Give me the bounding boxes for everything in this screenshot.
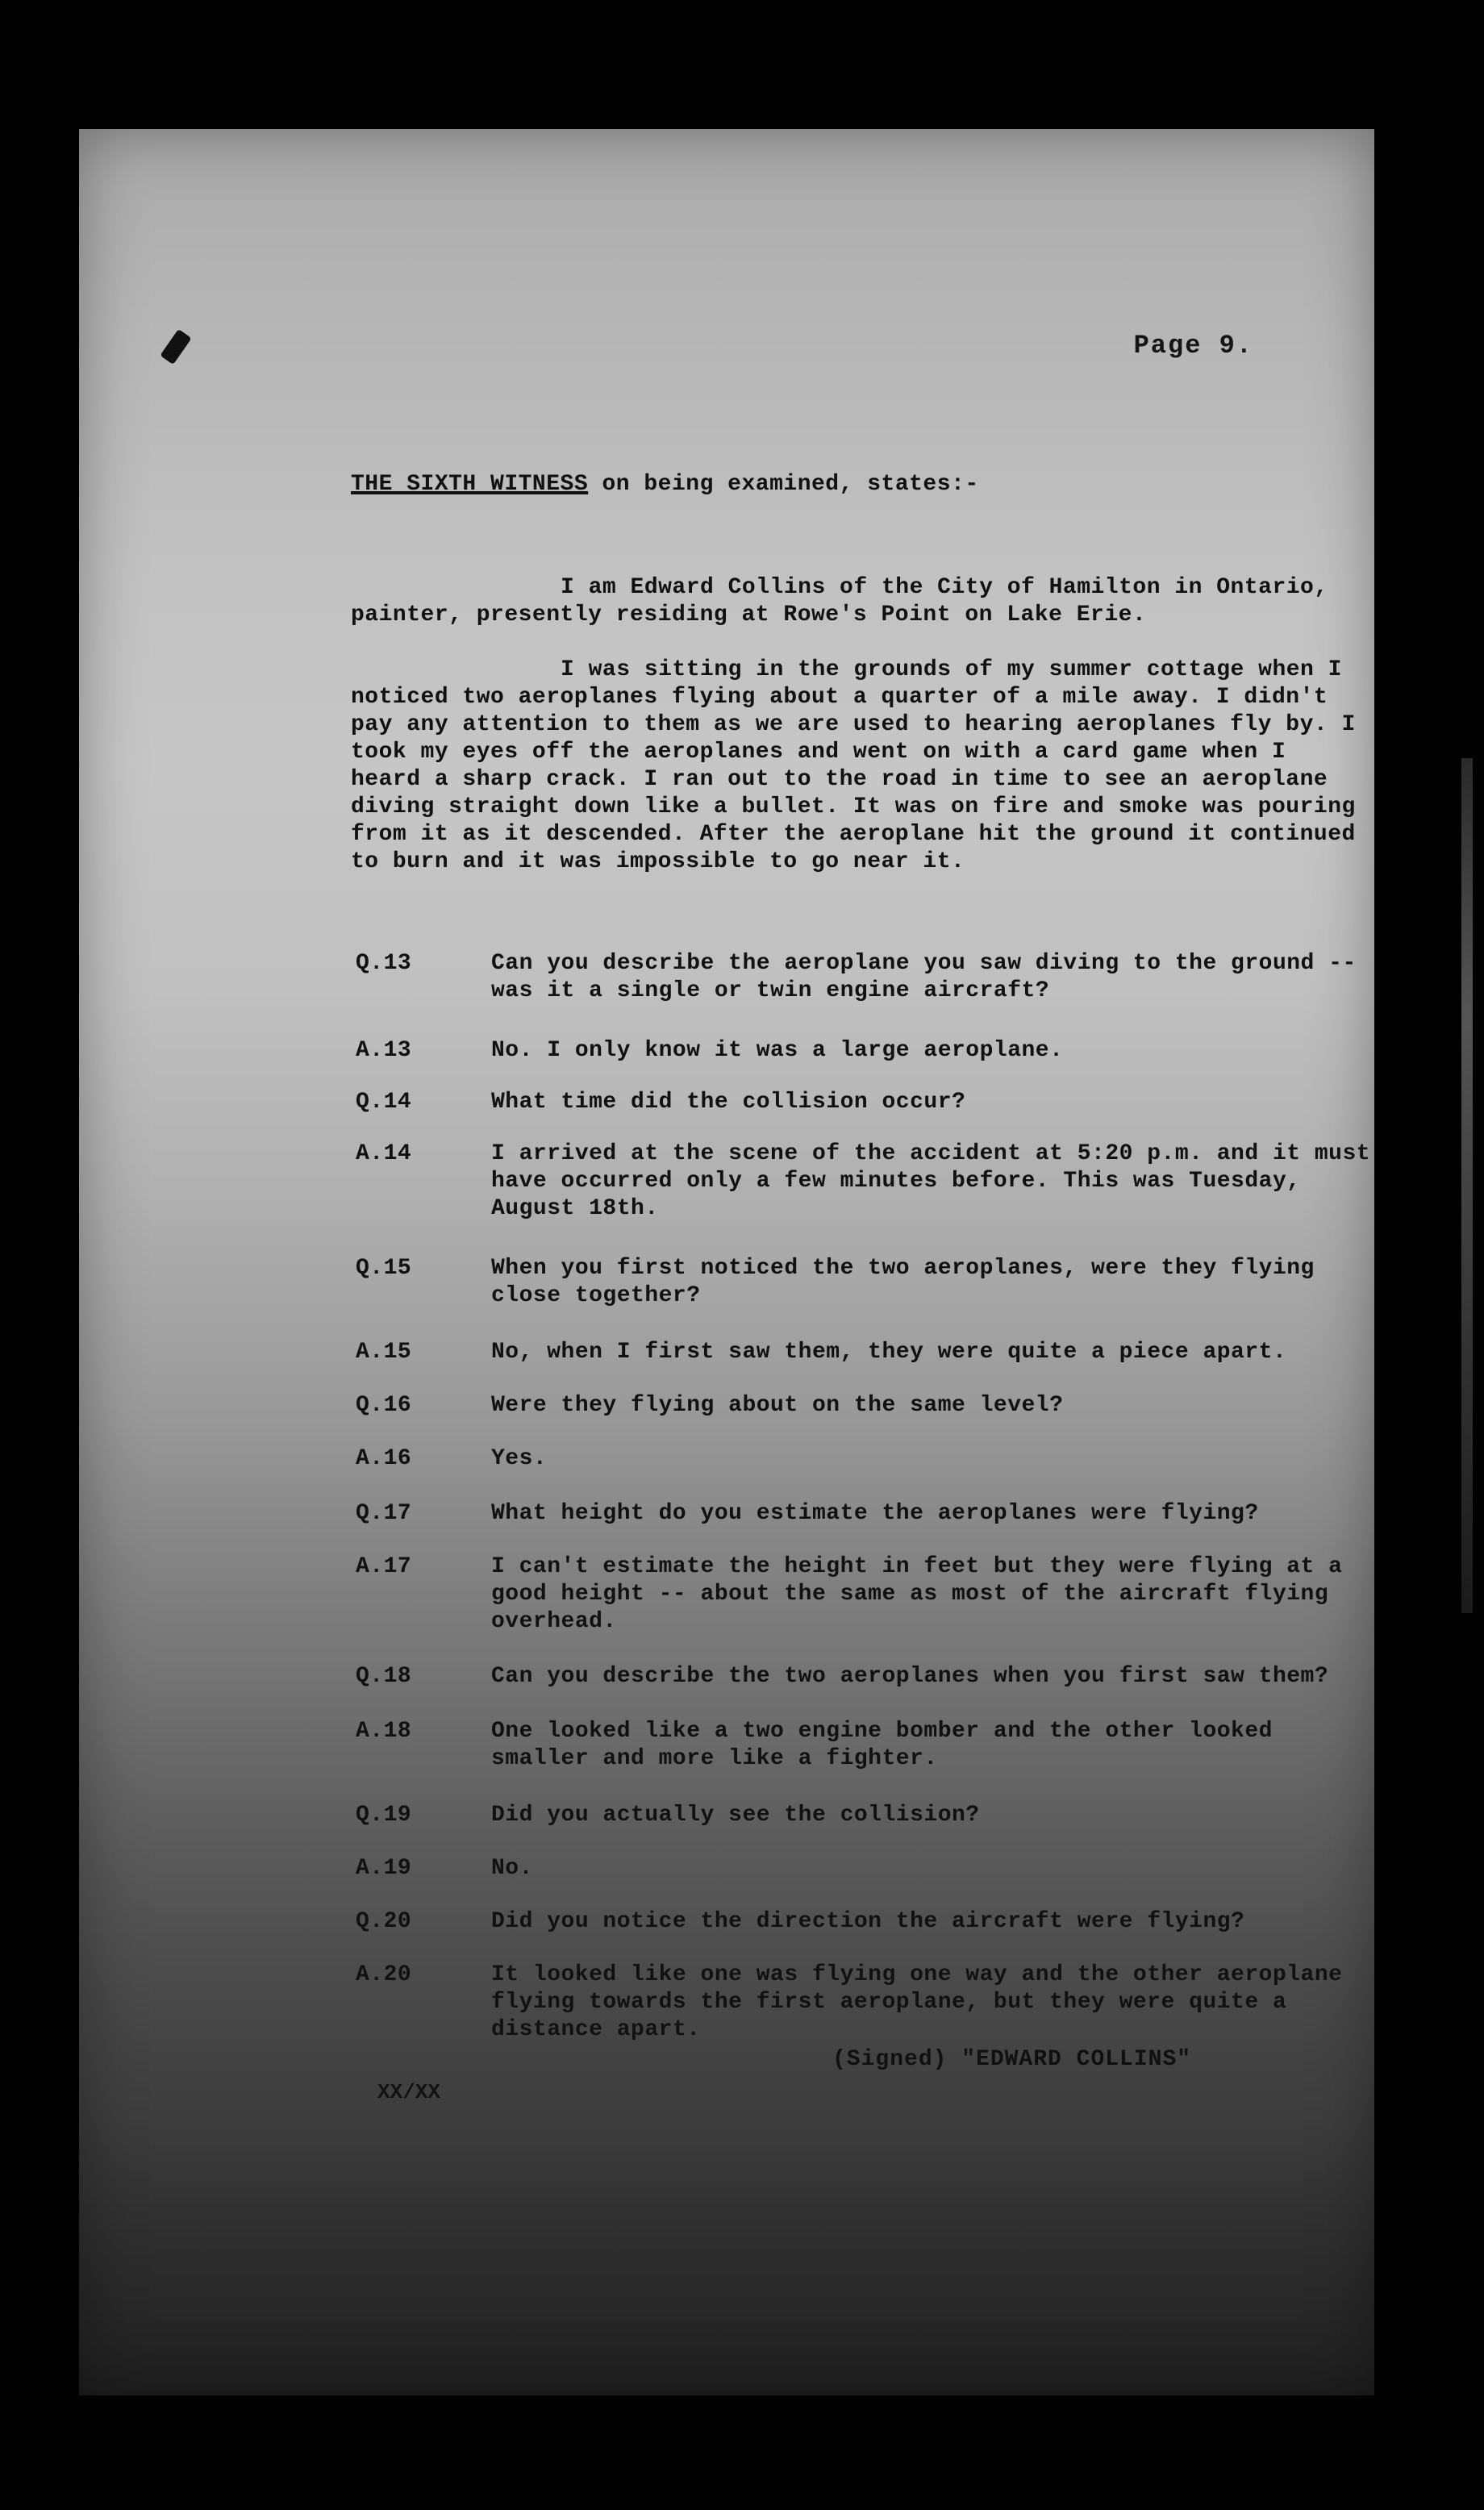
qa-text: No. — [491, 1856, 533, 1881]
qa-label: A.13 — [356, 1038, 412, 1063]
qa-item — [356, 1037, 1380, 1065]
qa-label: Q.14 — [356, 1090, 412, 1115]
qa-label: A.15 — [356, 1340, 412, 1365]
qa-item — [356, 1255, 1380, 1310]
qa-text: Can you describe the two aeroplanes when you first saw them? — [491, 1664, 1329, 1689]
qa-text: When you first noticed the two aeroplanes, were they flying close together? — [491, 1256, 1315, 1308]
qa-label: Q.18 — [356, 1664, 412, 1689]
qa-item — [356, 1855, 1380, 1882]
qa-text: No, when I first saw them, they were quite a piece apart. — [491, 1340, 1287, 1365]
qa-text: What time did the collision occur? — [491, 1090, 966, 1115]
ink-mark — [160, 329, 191, 365]
qa-item — [356, 1962, 1380, 2044]
witness-title: THE SIXTH WITNESS — [351, 472, 589, 497]
qa-text: No. I only know it was a large aeroplane. — [491, 1038, 1064, 1063]
qa-item — [356, 950, 1380, 1005]
qa-item — [356, 1663, 1380, 1691]
qa-text: One looked like a two engine bomber and the other looked smaller and more like a fighter. — [491, 1719, 1273, 1771]
qa-item — [356, 1500, 1380, 1528]
qa-item — [356, 1140, 1380, 1223]
qa-text: I arrived at the scene of the accident at 5:20 p.m. and it must have occurred only a few minutes before. This was Tuesday, August 18th. — [491, 1141, 1371, 1221]
qa-text: Did you notice the direction the aircraft were flying? — [491, 1909, 1245, 1934]
qa-item — [356, 1089, 1380, 1116]
qa-item — [356, 1908, 1380, 1936]
qa-label: A.17 — [356, 1554, 412, 1579]
qa-label: A.19 — [356, 1856, 412, 1881]
qa-text: Yes. — [491, 1446, 548, 1471]
statement-paragraph-1: I am Edward Collins of the City of Hamilton in Ontario, painter, presently residing at Rowe's Point on Lake Erie. — [351, 575, 1328, 628]
qa-item — [356, 1802, 1380, 1829]
qa-label: A.16 — [356, 1446, 412, 1471]
qa-label: Q.15 — [356, 1256, 412, 1281]
typist-initials: XX/XX — [377, 2080, 441, 2104]
qa-item — [356, 1392, 1380, 1420]
qa-label: Q.16 — [356, 1393, 412, 1418]
qa-text: It looked like one was flying one way and the other aeroplane flying towards the first aeroplane, but they were quite a distance apart. — [491, 1962, 1343, 2042]
signature-line: (Signed) "EDWARD COLLINS" — [832, 2047, 1192, 2072]
qa-text: Did you actually see the collision? — [491, 1803, 980, 1828]
witness-heading — [351, 471, 1367, 498]
qa-label: A.18 — [356, 1719, 412, 1744]
qa-label: Q.20 — [356, 1909, 412, 1934]
qa-item — [356, 1445, 1380, 1473]
qa-label: A.14 — [356, 1141, 412, 1166]
qa-item — [356, 1553, 1380, 1636]
film-edge — [1461, 758, 1473, 1613]
qa-label: Q.13 — [356, 951, 412, 976]
qa-label: A.20 — [356, 1962, 412, 1987]
qa-label: Q.19 — [356, 1803, 412, 1828]
qa-text: What height do you estimate the aeroplanes were flying? — [491, 1501, 1259, 1526]
document-page — [79, 129, 1374, 2395]
qa-text: Were they flying about on the same level? — [491, 1393, 1064, 1418]
qa-text: I can't estimate the height in feet but they were flying at a good height -- about the same as most of the aircraft flying overhead. — [491, 1554, 1343, 1634]
witness-heading-rest: on being examined, states:- — [588, 472, 979, 497]
page-number: Page 9. — [1133, 331, 1253, 361]
qa-item — [356, 1718, 1380, 1773]
question-answer-list — [356, 950, 1380, 2044]
statement-paragraph-2: I was sitting in the grounds of my summer cottage when I noticed two aeroplanes flying about a quarter of a mile away. I didn't pay any attention to them as we are used to hearing aeroplanes fly by. I took my eyes off the aeroplanes and went on with a card game when I heard a sharp crack. I ran out to the road in time to see an aeroplane diving straight down like a bullet. It was on fire and smoke was pouring from it as it descended. After the aeroplane hit the ground it continued to burn and it was impossible to go near it. — [351, 657, 1356, 874]
qa-text: Can you describe the aeroplane you saw diving to the ground -- was it a single or twin engine aircraft? — [491, 951, 1357, 1003]
qa-item — [356, 1339, 1380, 1366]
qa-label: Q.17 — [356, 1501, 412, 1526]
